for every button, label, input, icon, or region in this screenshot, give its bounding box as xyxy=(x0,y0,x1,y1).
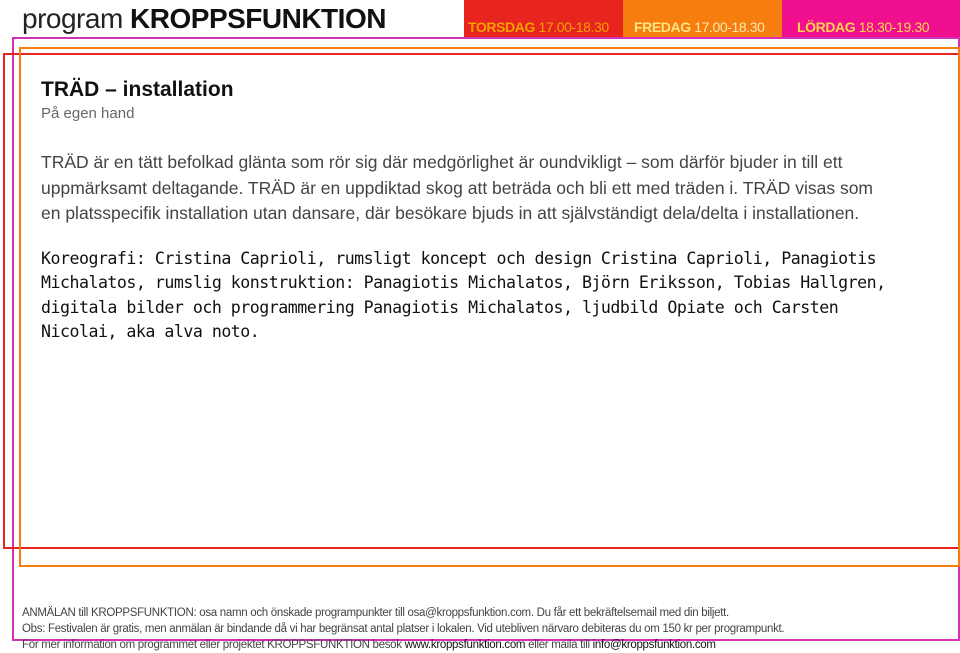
day-name: LÖRDAG xyxy=(797,19,856,35)
day-time: 17.00-18.30 xyxy=(694,19,765,35)
work-credits: Koreografi: Cristina Caprioli, rumsligt koncept och design Cristina Caprioli, Panagiotis Michalatos, rumslig konstruktion: Panagiotis Michalatos, Björn Eriksson, Tobias Hallgren, digitala bilder och programmering Panagiotis Michalatos, ljudbild Opiate och Carsten Nicolai, aka alva noto. xyxy=(41,248,886,341)
footer xyxy=(22,605,952,653)
day-time: 17.00-18.30 xyxy=(538,19,609,35)
day-name: FREDAG xyxy=(634,19,691,35)
website-link[interactable]: www.kroppsfunktion.com xyxy=(404,639,526,651)
day-tab-friday[interactable] xyxy=(623,0,782,37)
day-tab-saturday[interactable] xyxy=(782,0,960,37)
day-time: 18.30-19.30 xyxy=(858,19,930,35)
work-description: TRÄD är en tätt befolkad glänta som rör sig där medgörlighet är oundvikligt – som därför bjuder in till ett uppmärksamt deltagande. TRÄD är en uppdiktad skog att beträda och bli ett med träden i. TRÄD visas som en platsspecifik installation utan dansare, där besökare bjuds in att självständigt dela/delta i installationen. xyxy=(41,152,874,223)
program-label: program xyxy=(22,3,123,34)
work-subtitle: På egen hand xyxy=(41,105,135,122)
footer-registration: ANMÄLAN till KROPPSFUNKTION: osa namn och önskade programpunkter till osa@kroppsfunktion.com. Du får ett bekräftelsemail med din biljett. xyxy=(22,607,729,619)
festival-name: KROPPSFUNKTION xyxy=(130,3,386,34)
footer-notice: Obs: Festivalen är gratis, men anmälan är bindande då vi har begränsat antal platser i lokalen. Vid utebliven närvaro debiteras du om 150 kr per programpunkt. xyxy=(22,623,785,635)
footer-info-prefix: För mer information om programmet eller projektet KROPPSFUNKTION besök xyxy=(22,639,405,651)
email-link[interactable]: info@kroppsfunktion.com xyxy=(592,639,716,651)
work-content xyxy=(41,76,891,345)
day-tab-thursday[interactable] xyxy=(464,0,623,37)
work-title: TRÄD – installation xyxy=(41,78,234,101)
day-name: TORSDAG xyxy=(468,19,535,35)
page-header xyxy=(22,2,386,36)
footer-info-middle: eller maila till xyxy=(525,639,593,651)
